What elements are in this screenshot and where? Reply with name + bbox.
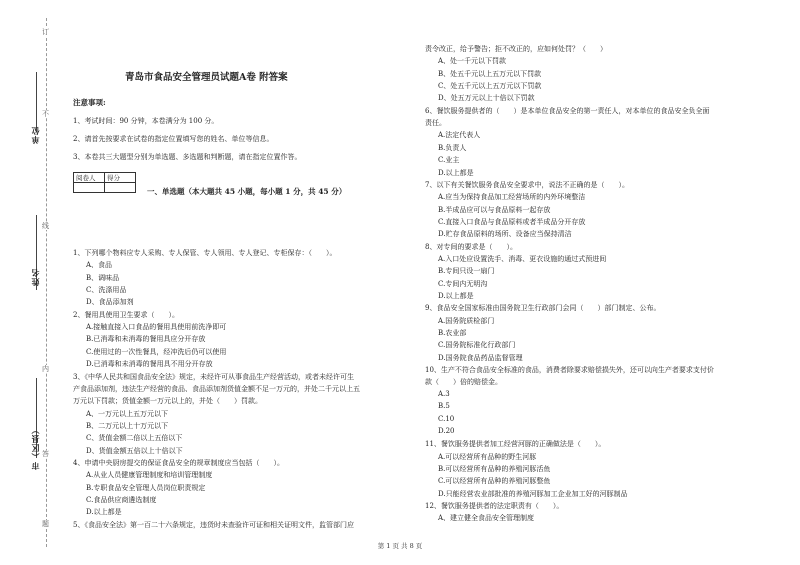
question-text: 2、餐用具使用卫生要求（ ）。: [73, 310, 179, 319]
unit-label: 单位: [30, 126, 40, 144]
question-text: 3、《中华人民共和国食品安全法》规定，未经许可从事食品生产经营活动，或者未经许可生: [73, 372, 354, 381]
answer-option: A.接触直接入口食品的餐用具使用前洗净即可: [86, 323, 227, 332]
question-text: 10、生产不符合食品安全标准的食品，消费者除要求赔偿损失外，还可以向生产者要求支付价: [425, 366, 714, 375]
answer-option: C.10: [438, 414, 455, 423]
answer-option: D.以上都是: [438, 168, 474, 177]
cut-line: [46, 18, 47, 547]
notice-item: 2、请首先按要求在试卷的指定位置填写您的姓名、单位等信息。: [73, 135, 274, 143]
notice-heading: 注意事项:: [73, 98, 106, 107]
grader-cell: [74, 183, 105, 193]
answer-option: A.入口处应设置洗手、消毒、更衣设施的通过式预进间: [438, 254, 607, 263]
district-label: 市（区县）: [30, 425, 40, 470]
answer-option: D.只能经营农业部批准的养殖河豚加工企业加工好的河豚制品: [438, 489, 628, 498]
answer-option: A、一万元以上五万元以下: [86, 409, 169, 418]
answer-option: C.使用过的一次性餐具，经冲洗后仍可以使用: [86, 347, 227, 356]
answer-option: A、建立健全食品安全管理制度: [438, 514, 535, 523]
question-text: 责令改正，给予警告；拒不改正的，应如何处罚？（ ）: [425, 45, 607, 53]
answer-option: D.20: [438, 426, 455, 435]
question-text: 12、餐饮服务提供者的法定职责有（ ）。: [425, 501, 564, 510]
answer-option: B.专职食品安全管理人员岗位职责规定: [86, 483, 206, 492]
question-text: 4、申请中央厨房提交的保证食品安全的规章制度应当包括（ ）。: [73, 458, 284, 467]
cut-char: 题: [42, 520, 49, 528]
answer-option: B.专间只设一扇门: [438, 267, 495, 276]
answer-option: A、处一千元以下罚款: [438, 57, 507, 66]
question-text: 责任。: [425, 119, 446, 128]
question-text: 7、以下有关餐饮服务食品安全要求中，说法不正确的是（ ）。: [425, 180, 629, 189]
page-footer: 第 1 页 共 8 页: [377, 542, 423, 550]
answer-option: C.可以经营所有品种的养殖河豚整鱼: [438, 477, 551, 486]
answer-option: D.以上都是: [438, 292, 474, 300]
cut-char: 答: [42, 450, 49, 458]
answer-option: D.已消毒和未消毒的餐用具不用分开存放: [86, 360, 213, 369]
question-text: 款（ ）倍的赔偿金。: [425, 378, 502, 387]
answer-option: C.食品供应商遴选制度: [86, 496, 157, 504]
answer-option: C.国务院标准化行政部门: [438, 341, 516, 350]
cut-char: 订: [42, 28, 49, 36]
answer-option: D.国务院食品药品监督管理: [438, 353, 523, 362]
answer-option: D、货值金额五倍以上十倍以下: [86, 446, 183, 455]
answer-option: C、处五千元以上五万元以下罚款: [438, 82, 542, 91]
answer-option: B、二万元以上十万元以下: [86, 421, 169, 430]
question-text: 1、下列哪个物料应专人采购、专人保管、专人领用、专人登记、专柜保存：（ ）。: [73, 249, 337, 257]
question-text: 9、食品安全国家标准由国务院卫生行政部门会同（ ）部门制定、公布。: [425, 304, 661, 313]
answer-option: A.可以经营所有品种的野生河豚: [438, 452, 537, 461]
answer-option: B.半成品应可以与食品原料一起存放: [438, 205, 551, 214]
cut-char: 内: [42, 365, 49, 373]
question-text: 11、餐饮服务提供者加工经营河豚的正确做法是（ ）。: [425, 440, 606, 449]
section-heading: 一、单选题（本大题共 45 小题，每小题 1 分，共 45 分）: [147, 187, 347, 196]
name-label: 姓名: [30, 268, 40, 286]
answer-option: B.已消毒和未消毒的餐用具应分开存放: [86, 335, 206, 344]
answer-option: B、处五千元以上五万元以下罚款: [438, 69, 542, 78]
answer-option: C.专间内无明沟: [438, 279, 488, 288]
answer-option: D.贮存食品原料的场所、设备应当保持清洁: [438, 230, 572, 239]
answer-option: B.农业部: [438, 329, 467, 338]
answer-option: D、食品添加剂: [86, 298, 134, 307]
unit-underline: [36, 72, 37, 132]
answer-option: C.直接入口食品与食品原料或者半成品分开存放: [438, 217, 586, 226]
score-cell: [105, 183, 136, 193]
question-text: 5、《食品安全法》第一百二十六条规定，违货时未查验许可证和相关证明文件，监管部门应: [73, 520, 354, 529]
answer-option: D、处五万元以上十倍以下罚款: [438, 94, 535, 103]
cut-char: 线: [42, 222, 49, 230]
answer-option: B.可以经营所有品种的养殖河豚活鱼: [438, 464, 551, 473]
grader-label: 阅卷人: [74, 173, 105, 183]
answer-option: B.负责人: [438, 143, 467, 152]
question-text: 万元以下罚款；货值金额一万元以上的，并处（ ）罚款。: [73, 397, 262, 406]
answer-option: B.5: [438, 402, 450, 411]
answer-option: A、食品: [86, 261, 113, 270]
question-text: 6、餐饮服务提供者的（ ）是本单位食品安全的第一责任人，对本单位的食品安全负全面: [425, 106, 710, 115]
score-label: 得分: [105, 173, 136, 183]
notice-item: 1、考试时间：90 分钟，本卷满分为 100 分。: [73, 117, 219, 125]
score-box: [73, 172, 136, 193]
answer-option: C、洗涤用品: [86, 286, 127, 295]
exam-title: 青岛市食品安全管理员试题A卷 附答案: [125, 72, 288, 83]
answer-option: A.国务院质检部门: [438, 316, 495, 325]
answer-option: C、货值金额二倍以上五倍以下: [86, 434, 183, 443]
answer-option: A.3: [438, 389, 450, 398]
answer-option: A.从业人员健康管理制度和培训管理制度: [86, 471, 213, 480]
question-text: 8、对专间的要求是（ ）。: [425, 242, 517, 251]
answer-option: A.应当为保持食品加工经营场所的内外环境整洁: [438, 193, 586, 202]
question-text: 产食品添加剂，违法生产经营的食品、食品添加剂货值金额不足一万元的，并处二千元以上五: [73, 384, 360, 393]
answer-option: A.法定代表人: [438, 131, 481, 140]
binding-margin: [0, 0, 58, 565]
notice-item: 3、本卷共三大题型分别为单选题、多选题和判断题，请在指定位置作答。: [73, 153, 302, 161]
answer-option: B、调味品: [86, 273, 120, 282]
answer-option: C.业主: [438, 156, 460, 165]
cut-char: 不: [42, 110, 49, 118]
answer-option: D.以上都是: [86, 508, 122, 517]
